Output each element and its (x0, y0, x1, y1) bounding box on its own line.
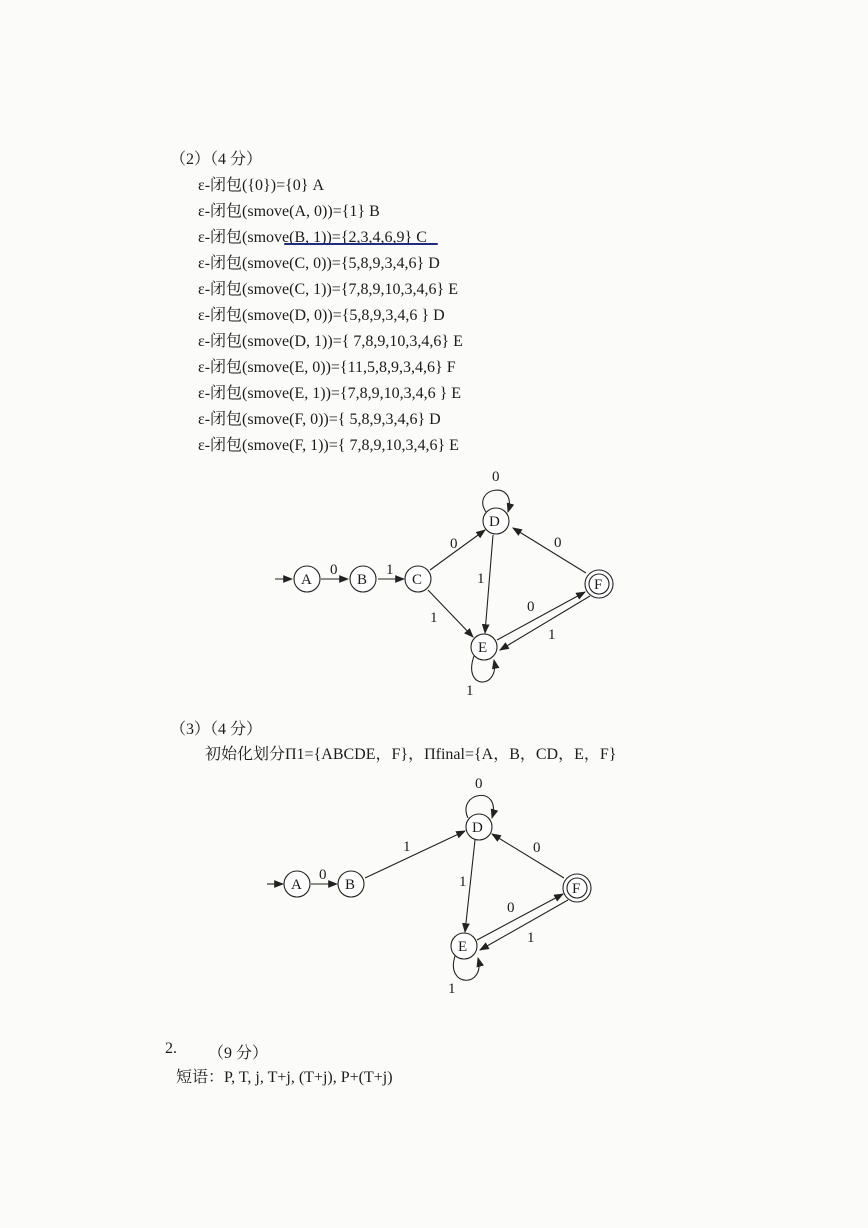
dfa2-state-D-label: D (472, 820, 483, 836)
closure-line-5: ε-闭包(smove(C, 1))={7,8,9,10,3,4,6} E (198, 281, 458, 298)
dfa1-label-E-F: 0 (527, 599, 535, 615)
dfa2-label-F-E: 1 (527, 930, 535, 946)
dfa2-state-B-label: B (345, 877, 356, 893)
closure-line-3: ε-闭包(smove(B, 1))={2,3,4,6,9} C (198, 229, 427, 246)
closure-line-6: ε-闭包(smove(D, 0))={5,8,9,3,4,6 } D (198, 307, 445, 324)
closure-line-9: ε-闭包(smove(E, 1))={7,8,9,10,3,4,6 } E (198, 385, 462, 402)
dfa2-label-D-D: 0 (475, 776, 483, 792)
closure-line-4: ε-闭包(smove(C, 0))={5,8,9,3,4,6} D (198, 255, 440, 272)
dfa2-label-E-E: 1 (448, 981, 456, 997)
closure-line-7: ε-闭包(smove(D, 1))={ 7,8,9,10,3,4,6} E (198, 333, 463, 350)
part3-heading: （3）（4 分） (170, 721, 263, 738)
dfa2-edge-E-F (477, 894, 563, 940)
dfa2-label-A-B: 0 (319, 867, 327, 883)
partition-text: 初始化划分Π1={ABCDE，F}，Πfinal={A，B，CD，E，F} (205, 746, 617, 763)
dfa1-label-A-B: 0 (330, 562, 338, 578)
dfa2-edge-D-E (465, 840, 475, 932)
closure-line-8: ε-闭包(smove(E, 0))={11,5,8,9,3,4,6} F (198, 359, 456, 376)
dfa1-label-F-E: 1 (548, 627, 556, 643)
dfa2-label-B-D: 1 (403, 839, 411, 855)
dfa1-state-D-label: D (489, 514, 500, 530)
question2-phrases: 短语：P, T, j, T+j, (T+j), P+(T+j) (176, 1069, 393, 1086)
dfa1-label-E-E: 1 (466, 683, 474, 699)
closure-line-2: ε-闭包(smove(A, 0))={1} B (198, 203, 380, 220)
dfa1-state-C-label: C (412, 572, 423, 588)
dfa1-label-C-D: 0 (450, 536, 458, 552)
question2-number: 2. (165, 1040, 177, 1057)
dfa1-label-B-C: 1 (386, 562, 394, 578)
dfa1-label-C-E: 1 (430, 610, 438, 626)
part2-heading: （2）（4 分） (170, 151, 263, 168)
dfa1-state-B-label: B (357, 572, 368, 588)
dfa2-edge-B-D (365, 831, 465, 878)
closure-line-10: ε-闭包(smove(F, 0))={ 5,8,9,3,4,6} D (198, 411, 441, 428)
question2-score: （9 分） (208, 1045, 269, 1062)
dfa2-edge-F-E (480, 900, 568, 950)
dfa1-state-E-label: E (478, 640, 488, 656)
dfa1-state-F-label: F (594, 577, 603, 593)
dfa2-state-E-label: E (458, 939, 468, 955)
dfa2-label-F-D: 0 (533, 840, 541, 856)
dfa2-edge-F-D (492, 834, 564, 878)
dfa1-label-D-E: 1 (477, 571, 485, 587)
closure-line-11: ε-闭包(smove(F, 1))={ 7,8,9,10,3,4,6} E (198, 437, 459, 454)
dfa2-label-D-E: 1 (459, 874, 467, 890)
dfa1-label-D-D: 0 (492, 469, 500, 485)
closure-line-1: ε-闭包({0})={0} A (198, 177, 325, 194)
dfa1-label-F-D: 0 (554, 535, 562, 551)
dfa2-edge-E-E (453, 956, 479, 980)
dfa2-label-E-F: 0 (507, 900, 515, 916)
dfa1-state-A-label: A (301, 572, 312, 588)
dfa2-state-F-label: F (572, 881, 581, 897)
dfa2-state-A-label: A (291, 877, 302, 893)
